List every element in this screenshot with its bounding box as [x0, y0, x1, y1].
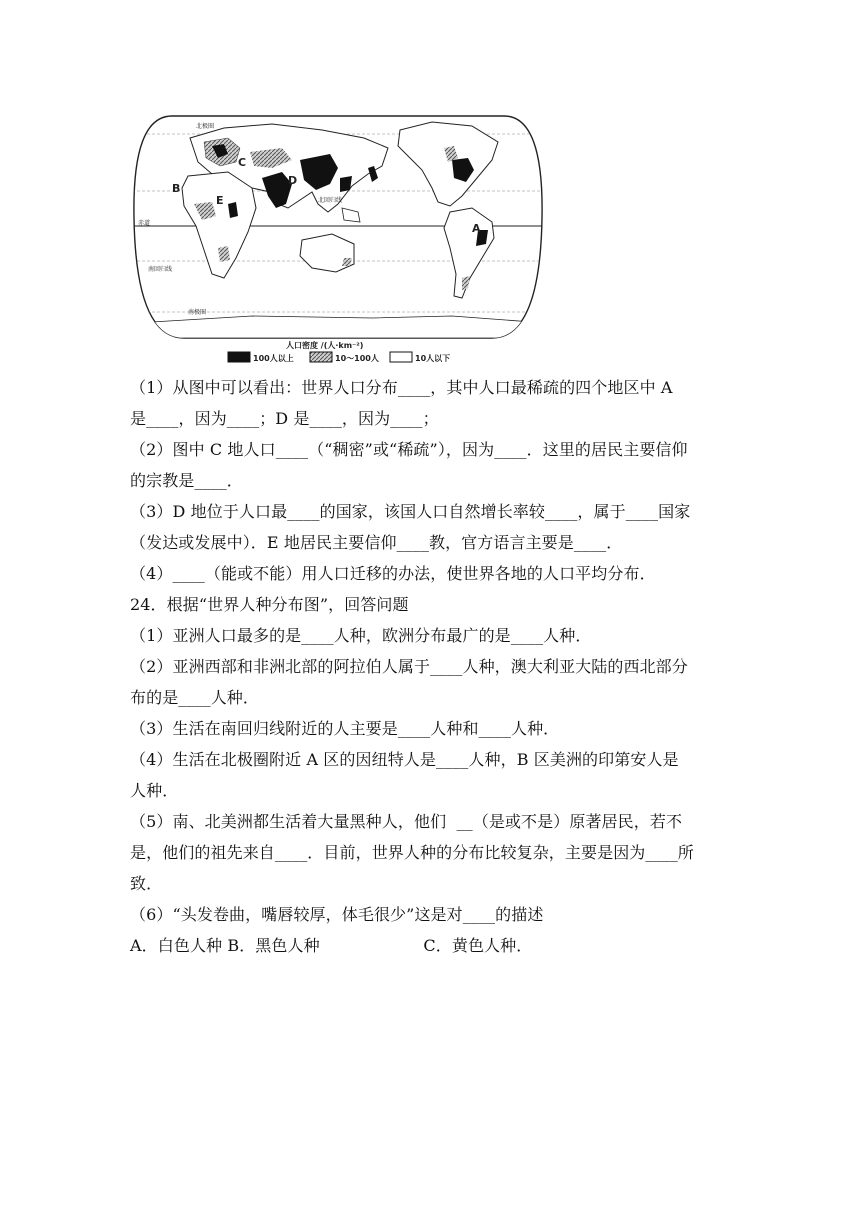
legend-swatch-sparse: [390, 352, 412, 362]
equator-label: 赤道: [138, 220, 151, 227]
q23-part3-line2: （发达或发展中）．E 地居民主要信仰____教，官方语言主要是____．: [130, 533, 623, 552]
legend-label-medium: 10～100人: [335, 354, 379, 363]
map-label-d: D: [288, 174, 298, 187]
q24-part4-line1: （4）生活在北极圈附近 A 区的因纽特人是____人种，B 区美洲的印第安人是: [130, 750, 679, 769]
q24-part1: （1）亚洲人口最多的是____人种，欧洲分布最广的是____人种．: [130, 626, 592, 645]
legend-label-sparse: 10人以下: [415, 354, 451, 363]
antarctic-circle-label: 南极圈: [188, 309, 207, 316]
q24-part2-line1: （2）亚洲西部和非洲北部的阿拉伯人属于____人种，澳大利亚大陆的西北部分: [130, 657, 688, 676]
map-label-c: C: [238, 156, 247, 169]
q23-part4: （4）____（能或不能）用人口迁移的办法，使世界各地的人口平均分布．: [130, 564, 656, 583]
tropic-cancer-label: 北回归线: [318, 197, 343, 204]
q24-part5-line1: （5）南、北美洲都生活着大量黑种人，他们 __（是或不是）原著居民，若不: [130, 812, 683, 831]
legend-label-dense: 100人以上: [253, 354, 294, 363]
question-text: [130, 378, 734, 967]
map-label-a: A: [472, 222, 481, 235]
legend-title: 人口密度 /(人·km⁻²): [286, 341, 364, 350]
population-density-map: [132, 108, 544, 364]
q23-part2-line1: （2）图中 C 地人口____（“稠密”或“稀疏”），因为____．这里的居民主要信仰: [130, 440, 688, 459]
q23-part3-line1: （3）D 地位于人口最____的国家，该国人口自然增长率较____，属于____国家: [130, 502, 691, 521]
map-label-b: B: [172, 182, 181, 195]
world-map-figure: [132, 108, 544, 364]
q24-part2-line2: 布的是____人种．: [130, 688, 260, 707]
q24-part5-line2: 是，他们的祖先来自____．目前，世界人种的分布比较复杂，主要是因为____所: [130, 843, 694, 862]
q24-part4-line2: 人种．: [130, 781, 179, 800]
arctic-circle-label: 北极圈: [196, 123, 215, 130]
q23-part2-line2: 的宗教是____．: [130, 471, 243, 490]
q23-part1-line1: （1）从图中可以看出：世界人口分布____，其中人口最稀疏的四个地区中 A: [130, 378, 673, 397]
legend-swatch-dense: [228, 352, 250, 362]
tropic-capricorn-label: 南回归线: [148, 266, 173, 273]
q24-part5-line3: 致．: [130, 874, 163, 893]
q23-part1-line2: 是____，因为____；D 是____，因为____；: [130, 409, 439, 428]
map-label-e: E: [216, 194, 224, 207]
q24-part6-options: A．白色人种 B．黑色人种 C．黄色人种．: [130, 936, 533, 955]
q24-heading: 24．根据“世界人种分布图”，回答问题: [130, 595, 409, 614]
q24-part3: （3）生活在南回归线附近的人主要是____人种和____人种．: [130, 719, 560, 738]
q24-part6: （6）“头发卷曲，嘴唇较厚，体毛很少”这是对____的描述: [130, 905, 544, 924]
legend-swatch-medium: [310, 352, 332, 362]
